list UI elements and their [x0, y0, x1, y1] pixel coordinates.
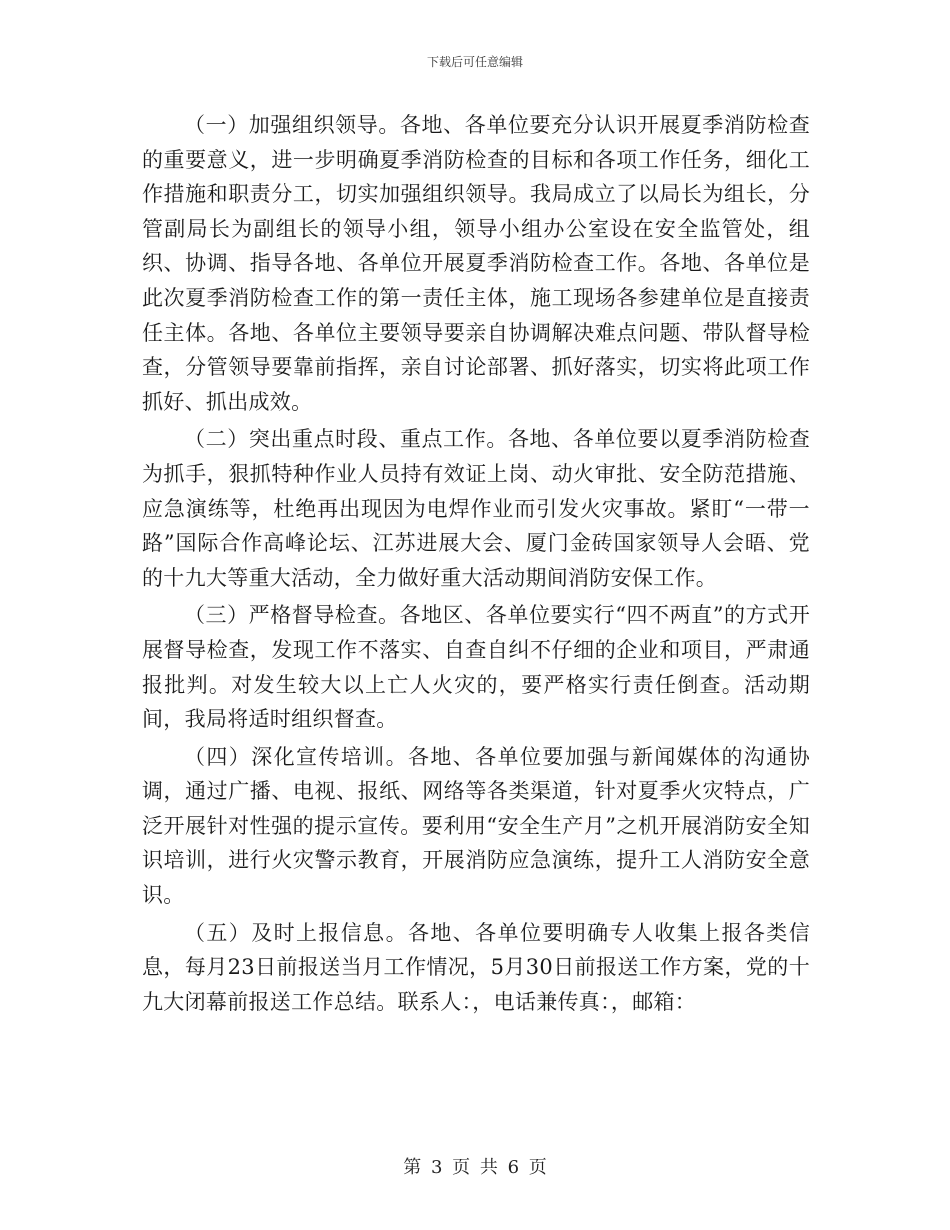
paragraph-4: （四）深化宣传培训。各地、各单位要加强与新闻媒体的沟通协调，通过广播、电视、报纸、网络等各类渠道，针对夏季火灾特点，广泛开展针对性强的提示宣传。要利用“安全生产月”之机开展消防安全知识培训，进行火灾警示教育，开展消防应急演练，提升工人消防安全意识。 [142, 744, 810, 908]
paragraph-3: （三）严格督导检查。各地区、各单位要实行“四不两直”的方式开展督导检查，发现工作不落实、自查自纠不仔细的企业和项目，严肃通报批判。对发生较大以上亡人火灾的，要严格实行责任倒查。活动期间，我局将适时组织督查。 [142, 603, 810, 732]
paragraph-5: （五）及时上报信息。各地、各单位要明确专人收集上报各类信息，每月23日前报送当月工作情况，5月30日前报送工作方案，党的十九大闭幕前报送工作总结。联系人：，电话兼传真：，邮箱： [142, 920, 810, 1014]
page-number-footer: 第 3 页 共 6 页 [403, 1157, 547, 1178]
document-body [142, 108, 810, 1022]
page-header: 下载后可任意编辑 [426, 55, 523, 69]
paragraph-1: （一）加强组织领导。各地、各单位要充分认识开展夏季消防检查的重要意义，进一步明确夏季消防检查的目标和各项工作任务，细化工作措施和职责分工，切实加强组织领导。我局成立了以局长为组长，分管副局长为副组长的领导小组，领导小组办公室设在安全监管处，组织、协调、指导各地、各单位开展夏季消防检查工作。各地、各单位是此次夏季消防检查工作的第一责任主体，施工现场各参建单位是直接责任主体。各地、各单位主要领导要亲自协调解决难点问题、带队督导检查，分管领导要靠前指挥，亲自讨论部署、抓好落实，切实将此项工作抓好、抓出成效。 [142, 113, 810, 414]
paragraph-2: （二）突出重点时段、重点工作。各地、各单位要以夏季消防检查为抓手，狠抓特种作业人员持有效证上岗、动火审批、安全防范措施、应急演练等，杜绝再出现因为电焊作业而引发火灾事故。紧盯“一带一路”国际合作高峰论坛、江苏进展大会、厦门金砖国家领导人会晤、党的十九大等重大活动，全力做好重大活动期间消防安保工作。 [142, 427, 810, 590]
